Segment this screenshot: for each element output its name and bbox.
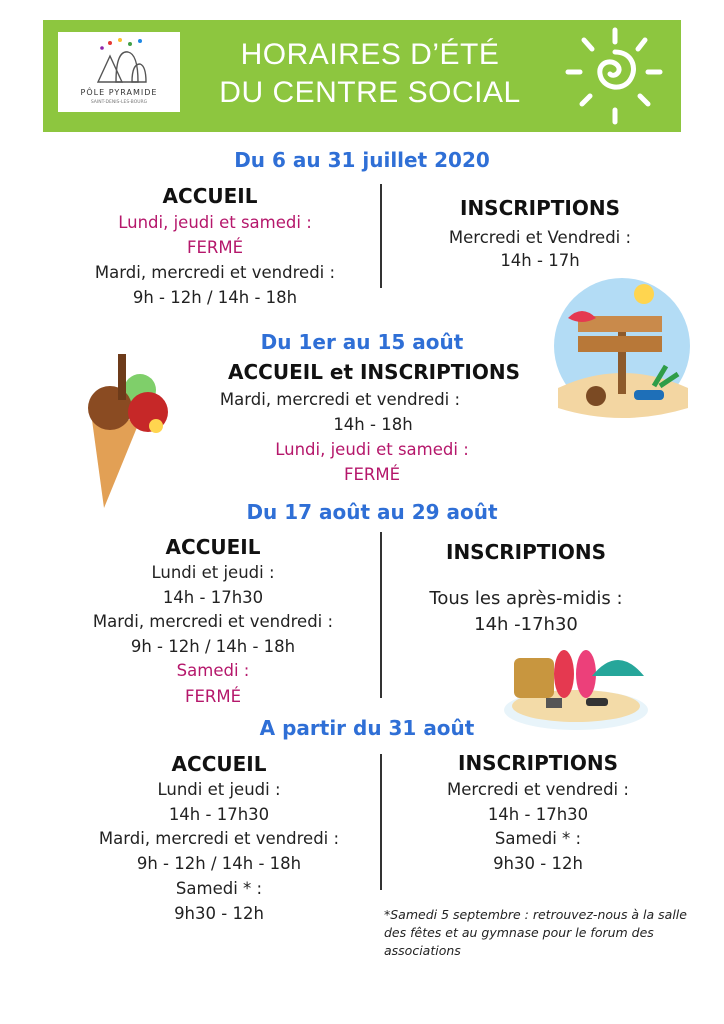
s4-inscriptions-hours-2: 9h30 - 12h [493, 854, 583, 873]
s2-closed-days: Lundi, jeudi et samedi : [275, 440, 469, 459]
s3-days-2: Mardi, mercredi et vendredi : [92, 612, 334, 631]
s1-inscriptions-hours: 14h - 17h [500, 251, 580, 270]
column-divider [380, 754, 382, 890]
s4-hours-2: 9h - 12h / 14h - 18h [136, 854, 302, 873]
s3-accueil-title: ACCUEIL [165, 535, 261, 559]
s3-inscriptions-days: Tous les après-midis : [429, 588, 623, 609]
s4-inscriptions-hours-1: 14h - 17h30 [487, 805, 589, 824]
s3-inscriptions-hours: 14h -17h30 [474, 614, 578, 635]
s3-days-1: Lundi et jeudi : [151, 563, 275, 582]
s3-hours-1: 14h - 17h30 [162, 588, 264, 607]
s2-title: ACCUEIL et INSCRIPTIONS [228, 360, 520, 384]
s4-accueil-title: ACCUEIL [171, 752, 267, 776]
s3-inscriptions-title: INSCRIPTIONS [446, 540, 606, 564]
logo-subtitle: SAINT-DENIS-LES-BOURG [90, 100, 148, 105]
footnote: *Samedi 5 septembre : retrouvez-nous à la salle des fêtes et au gymnase pour le forum des associations [384, 907, 687, 958]
s3-closed-label: FERMÉ [184, 687, 242, 706]
s4-inscriptions-title: INSCRIPTIONS [458, 751, 618, 775]
section-1-heading: Du 6 au 31 juillet 2020 [234, 148, 490, 172]
title-line-1: HORAIRES D’ÉTÉ [240, 38, 500, 71]
s1-open-days: Mardi, mercredi et vendredi : [94, 263, 336, 282]
s4-days-3: Samedi * : [175, 879, 263, 898]
title-line-2: DU CENTRE SOCIAL [219, 76, 521, 109]
s4-hours-3: 9h30 - 12h [174, 904, 264, 923]
s3-closed-day: Samedi : [176, 661, 250, 680]
s1-inscriptions-title: INSCRIPTIONS [460, 196, 620, 220]
s1-closed-days: Lundi, jeudi et samedi : [118, 213, 312, 232]
sun-icon [560, 22, 670, 130]
section-2-heading: Du 1er au 15 août [260, 330, 464, 354]
page-title [200, 36, 540, 112]
section-3-heading: Du 17 août au 29 août [246, 500, 498, 524]
s4-inscriptions-days-1: Mercredi et vendredi : [447, 780, 629, 799]
s2-open-hours: 14h - 18h [333, 415, 413, 434]
s1-closed-label: FERMÉ [186, 238, 244, 257]
s1-accueil-title: ACCUEIL [162, 184, 258, 208]
s4-hours-1: 14h - 17h30 [168, 805, 270, 824]
ice-cream-illustration [80, 350, 180, 510]
logo-name: PÔLE PYRAMIDE [80, 88, 158, 97]
s2-open-days: Mardi, mercredi et vendredi : [219, 390, 461, 409]
section-4-heading: A partir du 31 août [259, 716, 475, 740]
s4-days-2: Mardi, mercredi et vendredi : [98, 829, 340, 848]
s3-hours-2: 9h - 12h / 14h - 18h [130, 637, 296, 656]
s2-closed-label: FERMÉ [343, 465, 401, 484]
s4-inscriptions-days-2: Samedi * : [494, 829, 582, 848]
column-divider [380, 184, 382, 288]
s4-days-1: Lundi et jeudi : [157, 780, 281, 799]
logo [58, 32, 180, 112]
s1-inscriptions-days: Mercredi et Vendredi : [448, 228, 632, 247]
s1-open-hours: 9h - 12h / 14h - 18h [132, 288, 298, 307]
